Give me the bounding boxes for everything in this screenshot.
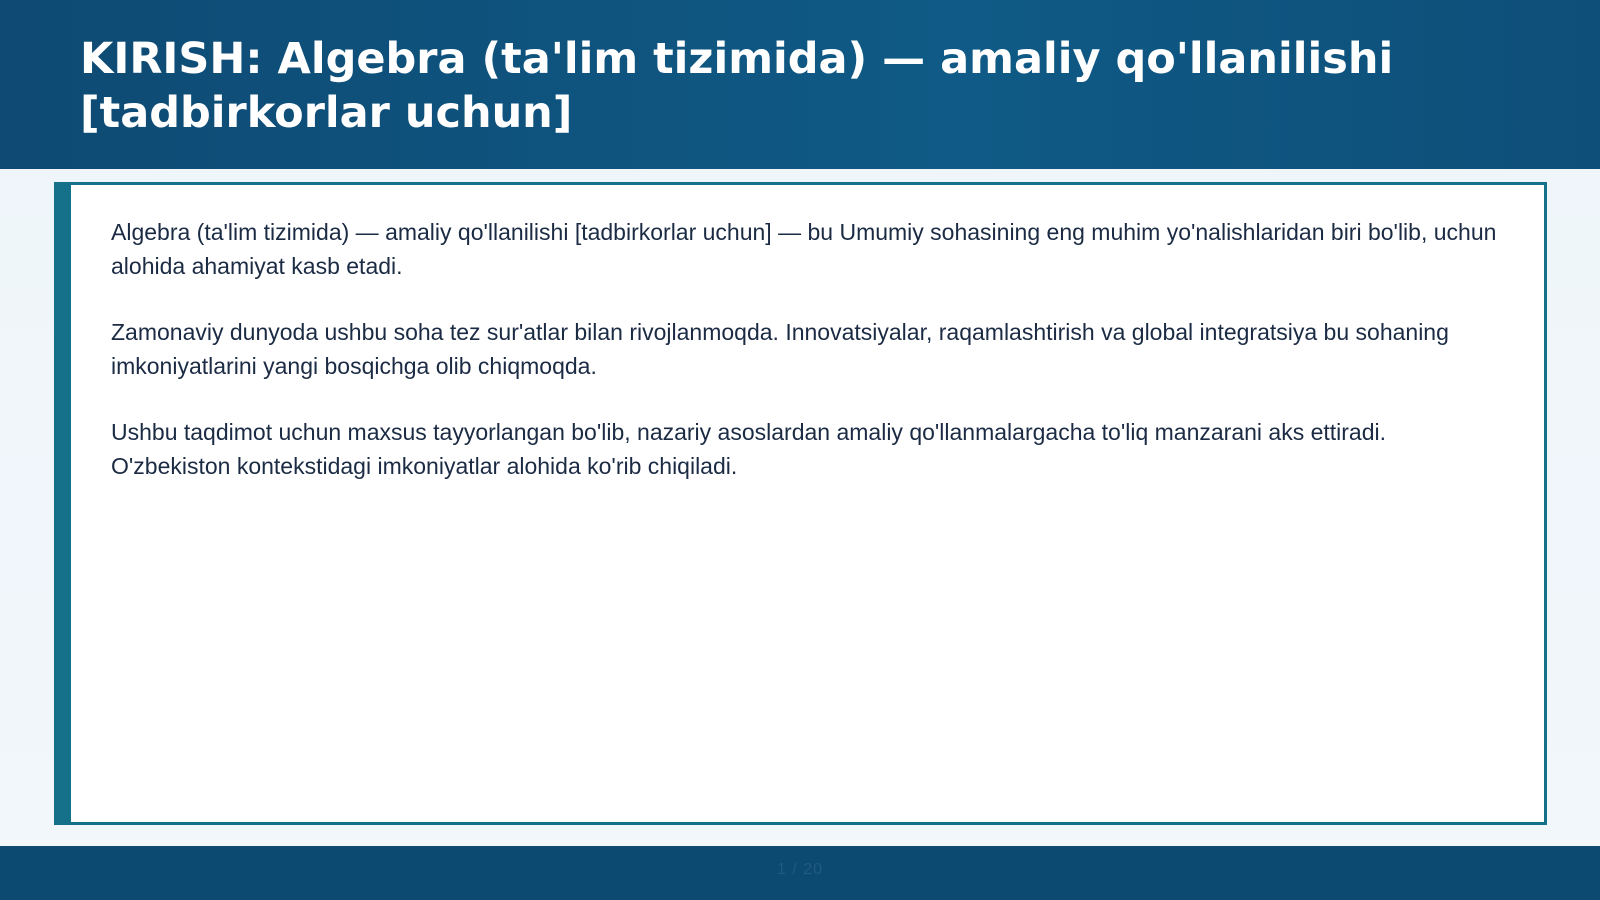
- slide-footer: [0, 846, 1600, 900]
- slide-header: [0, 0, 1600, 169]
- paragraph-modern-world: Zamonaviy dunyoda ushbu soha tez sur'atlar bilan rivojlanmoqda. Innovatsiyalar, raqamlashtirish va global integratsiya bu sohaning imkoniyatlarini yangi bosqichga olib chiqmoqda.: [111, 319, 1449, 379]
- paragraph-presentation-purpose: Ushbu taqdimot uchun maxsus tayyorlangan bo'lib, nazariy asoslardan amaliy qo'llanmalargacha to'liq manzarani aks ettiradi. O'zbekiston kontekstidagi imkoniyatlar alohida ko'rib chiqiladi.: [111, 419, 1387, 479]
- slide-number: 1 / 20: [776, 861, 824, 878]
- content-body: [111, 215, 1506, 515]
- paragraph-intro: Algebra (ta'lim tizimida) — amaliy qo'llanilishi [tadbirkorlar uchun] — bu Umumiy sohasining eng muhim yo'nalishlaridan biri bo'lib, uchun alohida ahamiyat kasb etadi.: [111, 219, 1497, 279]
- content-card: [54, 182, 1547, 825]
- slide-title: KIRISH: Algebra (ta'lim tizimida) — amaliy qo'llanilishi [tadbirkorlar uchun]: [80, 34, 1394, 138]
